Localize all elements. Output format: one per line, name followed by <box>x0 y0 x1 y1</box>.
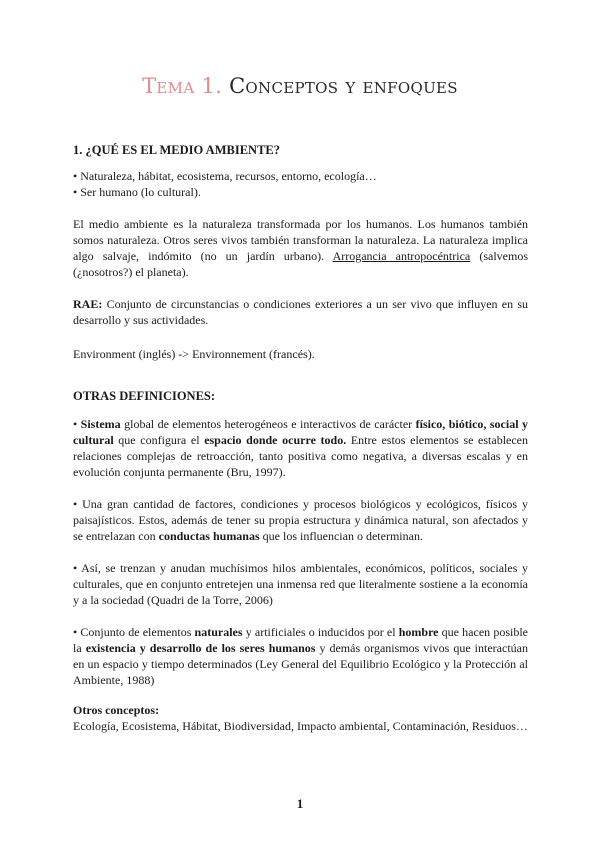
title-prefix: Tema 1. <box>142 74 223 98</box>
section-1-heading <box>73 142 528 158</box>
other-concepts-list: Ecología, Ecosistema, Hábitat, Biodiversidad, Impacto ambiental, Contaminación, Residuos… <box>73 719 528 733</box>
def-text: y artificiales o inducidos por el <box>242 625 399 639</box>
definition-2 <box>73 496 528 544</box>
def-text: Entre estos elementos se establecen relaciones complejas de retroacción, tanto positiva como negativa, a diversas escalas y en evolución conjunta permanente (Bru, 1997). <box>73 433 529 479</box>
section-heading: OTRAS DEFINICIONES: <box>73 389 216 403</box>
def-text: que hacen posible la <box>73 625 528 655</box>
definition-3 <box>73 560 528 608</box>
page-title <box>0 74 600 98</box>
rae-label: RAE: <box>73 297 103 311</box>
page-number: 1 <box>296 796 304 811</box>
def-bold: Sistema <box>80 417 121 431</box>
def-text: que los influencian o determinan. <box>259 529 423 543</box>
other-concepts-heading: Otros conceptos: <box>73 703 160 717</box>
def-text: • Así, se trenzan y anudan muchísimos hilos ambientales, económicos, políticos, sociales y culturales, que en conjunto entretejen una inmensa red que literalmente sostiene a la economía y a la sociedad (Quadri de la Torre, 2006) <box>73 561 528 607</box>
other-concepts <box>73 702 528 734</box>
translation-text: Environment (inglés) -> Environnement (francés). <box>73 347 315 361</box>
def-bold: naturales <box>194 625 243 639</box>
def-bold: existencia y desarrollo de los seres humanos <box>85 641 316 655</box>
def-text: que configura el <box>113 433 205 447</box>
def-text: • <box>73 417 81 431</box>
section-heading: 1. ¿QUÉ ES EL MEDIO AMBIENTE? <box>73 143 280 157</box>
definition-4 <box>73 624 528 688</box>
title-rest: Conceptos y enfoques <box>222 74 458 98</box>
paragraph-definition <box>73 216 528 280</box>
rae-text: Conjunto de circunstancias o condiciones exteriores a un ser vivo que influyen en su desarrollo y sus actividades. <box>73 297 528 327</box>
def-bold: espacio donde ocurre todo. <box>204 433 347 447</box>
paragraph-text: El medio ambiente es la naturaleza transformada por los humanos. Los humanos también somos naturaleza. Otros seres vivos también transforman la naturaleza. La naturaleza implica algo salvaje, indómito (no un jardín urbano). <box>73 217 528 263</box>
def-text: global de elementos heterogéneos e interactivos de carácter <box>120 417 416 431</box>
def-text: • Una gran cantidad de factores, condiciones y procesos biológicos y ecológicos, físicos y paisajísticos. Estos, además de tener su propia estructura y dinámica natural, son afectados y se entrelazan con <box>73 497 528 543</box>
section-2-heading <box>73 388 528 404</box>
def-bold: físico, biótico, social y cultural <box>73 417 528 447</box>
bullet-item: • Naturaleza, hábitat, ecosistema, recursos, entorno, ecología… <box>73 169 377 183</box>
paragraph-text: (salvemos (¿nosotros?) el planeta). <box>73 249 528 279</box>
definition-1 <box>73 416 528 480</box>
def-bold: conductas humanas <box>158 529 260 543</box>
def-bold: hombre <box>398 625 439 639</box>
section-1-bullets <box>73 168 528 200</box>
environment-translation <box>73 346 528 362</box>
def-text: y demás organismos vivos que interactúan en un espacio y tiempo determinados (Ley General del Equilibrio Ecológico y la Protección al Ambiente, 1988) <box>73 641 528 687</box>
def-text: • Conjunto de elementos <box>73 625 195 639</box>
underlined-term: Arrogancia antropocéntrica <box>332 249 471 263</box>
rae-definition <box>73 296 528 328</box>
bullet-item: • Ser humano (lo cultural). <box>73 185 201 199</box>
